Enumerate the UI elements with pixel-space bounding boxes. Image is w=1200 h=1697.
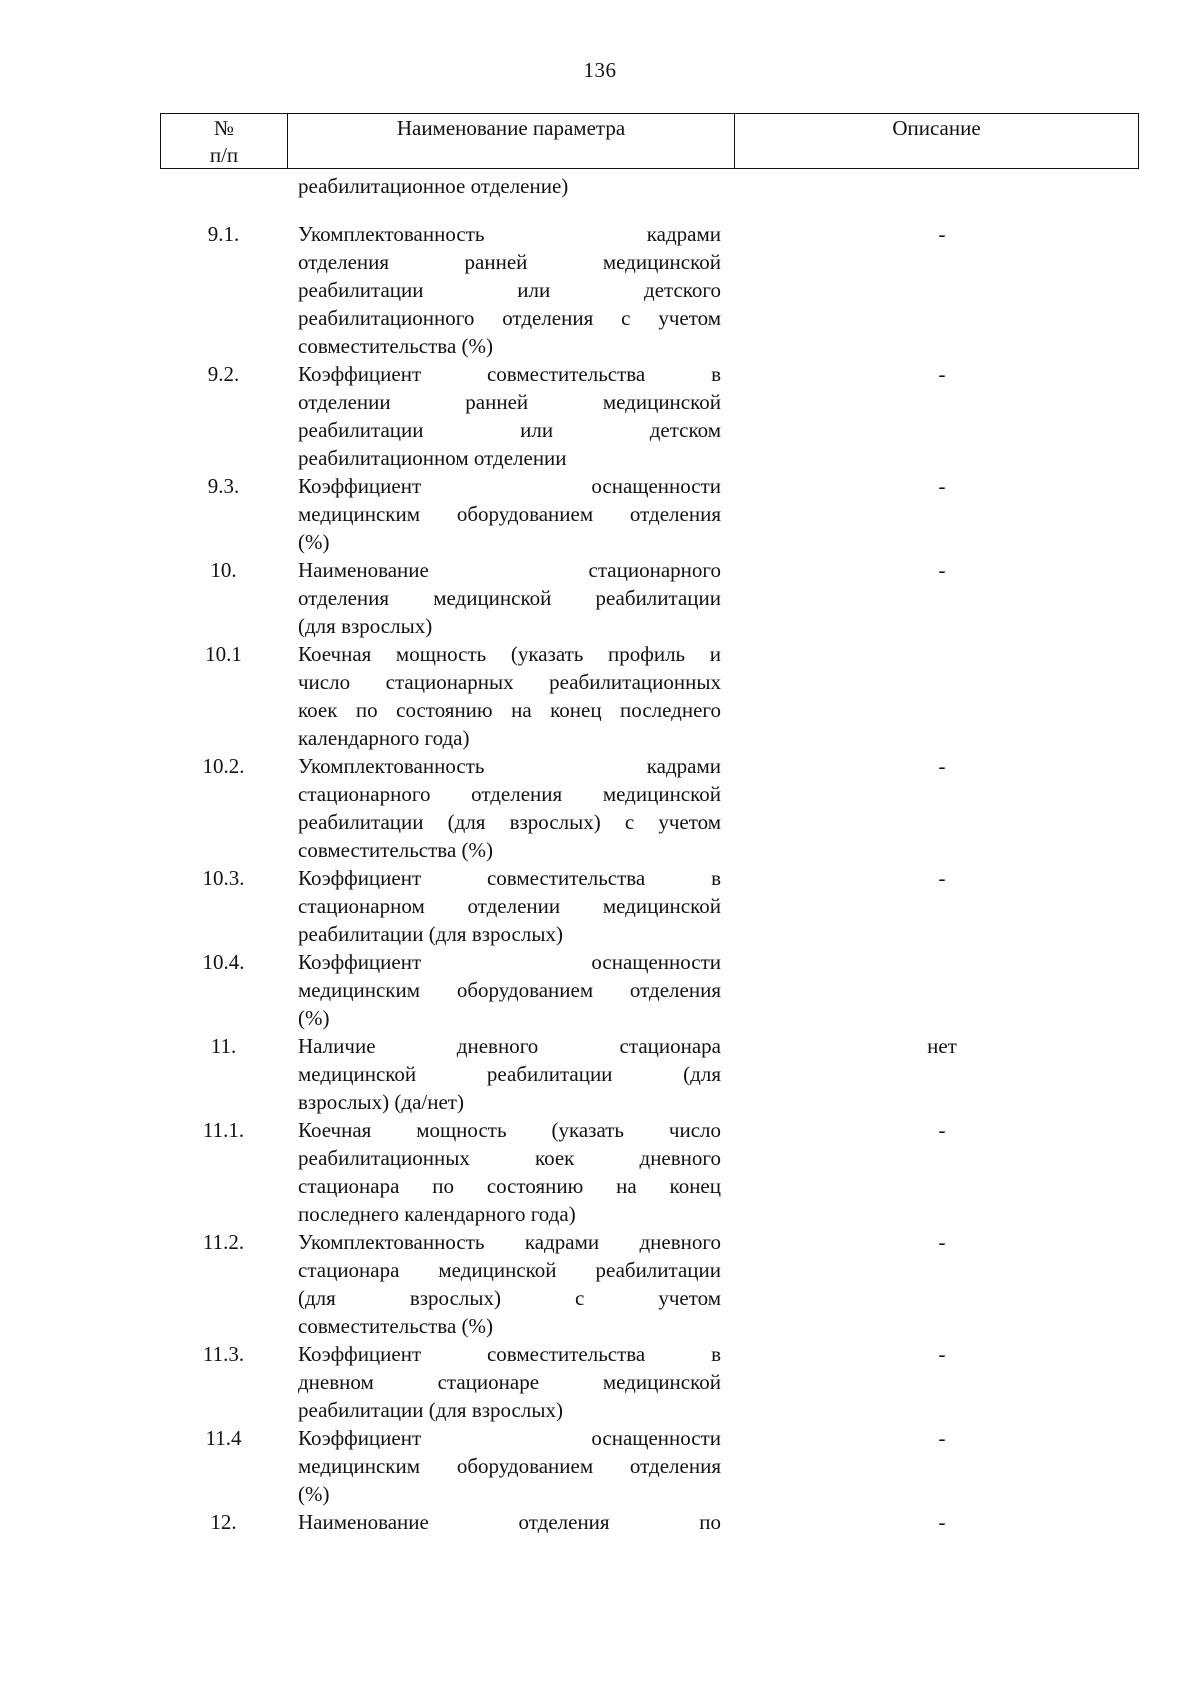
parameter-line: (%) [298, 1006, 330, 1030]
row-parameter-name [298, 1032, 721, 1116]
parameter-line: дневном стационаре медицинской [298, 1370, 721, 1394]
row-parameter-name [298, 640, 721, 752]
table-row [160, 1508, 1139, 1536]
table-row [160, 1340, 1139, 1424]
row-parameter-name [298, 1508, 721, 1536]
row-description: - [938, 222, 946, 246]
row-parameter-name [298, 948, 721, 1032]
table-row [160, 640, 1139, 752]
parameter-line: Коэффициент совместительства в [298, 866, 721, 890]
parameter-line: отделения ранней медицинской [298, 250, 721, 274]
parameter-line: медицинским оборудованием отделения [298, 978, 721, 1002]
parameter-line: реабилитации (для взрослых) с учетом [298, 810, 721, 834]
row-parameter-name [298, 752, 721, 864]
table-row [160, 1424, 1139, 1508]
parameter-line: совместительства (%) [298, 1314, 493, 1338]
table-row [160, 172, 1139, 200]
row-description: - [938, 1230, 946, 1254]
row-number: 10.1 [205, 642, 242, 666]
row-parameter-name [298, 360, 721, 472]
row-parameter-name [298, 172, 721, 200]
row-number [160, 172, 287, 200]
parameter-line: медицинской реабилитации (для [298, 1062, 721, 1086]
row-parameter-name [298, 556, 721, 640]
row-parameter-name [298, 864, 721, 948]
parameter-line: стационара по состоянию на конец [298, 1174, 721, 1198]
parameter-line: Наличие дневного стационара [298, 1034, 721, 1058]
row-description: - [938, 474, 946, 498]
table-row [160, 864, 1139, 948]
parameter-line: реабилитационного отделения с учетом [298, 306, 721, 330]
row-number: 11. [210, 1034, 237, 1058]
row-description: - [938, 1510, 946, 1534]
row-number: 12. [210, 1510, 237, 1534]
row-number: 11.2. [202, 1230, 245, 1254]
row-number: 11.3. [202, 1342, 245, 1366]
table-row [160, 752, 1139, 864]
table-row [160, 472, 1139, 556]
row-parameter-name [298, 1424, 721, 1508]
row-number: 10.3. [202, 866, 245, 890]
row-parameter-name [298, 1228, 721, 1340]
table-row [160, 220, 1139, 360]
header-number-column [161, 114, 288, 168]
row-number: 9.1. [207, 222, 240, 246]
parameter-line: реабилитации или детском [298, 418, 721, 442]
row-parameter-name [298, 1340, 721, 1424]
parameter-line: медицинским оборудованием отделения [298, 1454, 721, 1478]
row-parameter-name [298, 220, 721, 360]
row-number: 9.3. [207, 474, 240, 498]
header-parameter-name: Наименование параметра [288, 114, 735, 168]
parameter-line: медицинским оборудованием отделения [298, 502, 721, 526]
parameter-line: коек по состоянию на конец последнего [298, 698, 721, 722]
parameter-line: совместительства (%) [298, 838, 493, 862]
parameter-line: Наименование стационарного [298, 558, 721, 582]
row-description: - [938, 1426, 946, 1450]
parameter-line: отделении ранней медицинской [298, 390, 721, 414]
table-row [160, 556, 1139, 640]
page-number: 136 [583, 58, 617, 82]
table-row [160, 1228, 1139, 1340]
table-row [160, 360, 1139, 472]
parameter-line: последнего календарного года) [298, 1202, 576, 1226]
row-number: 9.2. [207, 362, 240, 386]
parameter-line: реабилитации (для взрослых) [298, 1398, 563, 1422]
parameter-line: Коэффициент совместительства в [298, 1342, 721, 1366]
parameter-line: число стационарных реабилитационных [298, 670, 721, 694]
parameter-line: Укомплектованность кадрами дневного [298, 1230, 721, 1254]
parameter-line: отделения медицинской реабилитации [298, 586, 721, 610]
row-number: 11.4 [205, 1426, 242, 1450]
parameter-line: взрослых) (да/нет) [298, 1090, 464, 1114]
parameter-line: реабилитационное отделение) [298, 174, 569, 198]
parameter-line: реабилитации (для взрослых) [298, 922, 563, 946]
parameter-line: Укомплектованность кадрами [298, 222, 721, 246]
row-description [721, 172, 1139, 200]
parameter-line: (для взрослых) [298, 614, 433, 638]
parameter-line: стационарного отделения медицинской [298, 782, 721, 806]
parameter-line: Коэффициент совместительства в [298, 362, 721, 386]
table-header [160, 113, 1139, 169]
row-description [721, 640, 1139, 752]
parameter-line: Наименование отделения по [298, 1510, 721, 1534]
row-description: - [938, 362, 946, 386]
parameter-line: Укомплектованность кадрами [298, 754, 721, 778]
parameter-line: (для взрослых) с учетом [298, 1286, 721, 1310]
row-description: - [938, 866, 946, 890]
parameter-line: стационарном отделении медицинской [298, 894, 721, 918]
row-number: 10.4. [202, 950, 245, 974]
row-number: 10. [210, 558, 237, 582]
row-description: - [938, 754, 946, 778]
header-number-abbrev: п/п [209, 143, 239, 167]
row-parameter-name [298, 1116, 721, 1228]
parameter-line: реабилитации или детского [298, 278, 721, 302]
row-description [721, 948, 1139, 1032]
parameter-line: (%) [298, 530, 330, 554]
row-number: 11.1. [202, 1118, 245, 1142]
table-row [160, 948, 1139, 1032]
row-parameter-name [298, 472, 721, 556]
table-row [160, 1116, 1139, 1228]
row-description: нет [927, 1034, 957, 1058]
parameter-line: Коэффициент оснащенности [298, 950, 721, 974]
parameter-line: Коэффициент оснащенности [298, 1426, 721, 1450]
parameter-line: календарного года) [298, 726, 470, 750]
parameter-line: стационара медицинской реабилитации [298, 1258, 721, 1282]
header-number-symbol: № [213, 116, 235, 140]
parameter-line: Коечная мощность (указать профиль и [298, 642, 721, 666]
parameter-line: Коечная мощность (указать число [298, 1118, 721, 1142]
row-number: 10.2. [202, 754, 245, 778]
parameter-line: реабилитационных коек дневного [298, 1146, 721, 1170]
table-row [160, 1032, 1139, 1116]
table-body [160, 172, 1139, 1536]
parameter-line: реабилитационном отделении [298, 446, 567, 470]
parameter-line: Коэффициент оснащенности [298, 474, 721, 498]
row-description: - [938, 1342, 946, 1366]
row-description: - [938, 558, 946, 582]
parameter-line: (%) [298, 1482, 330, 1506]
parameter-line: совместительства (%) [298, 334, 493, 358]
header-description: Описание [892, 116, 981, 140]
row-description: - [938, 1118, 946, 1142]
